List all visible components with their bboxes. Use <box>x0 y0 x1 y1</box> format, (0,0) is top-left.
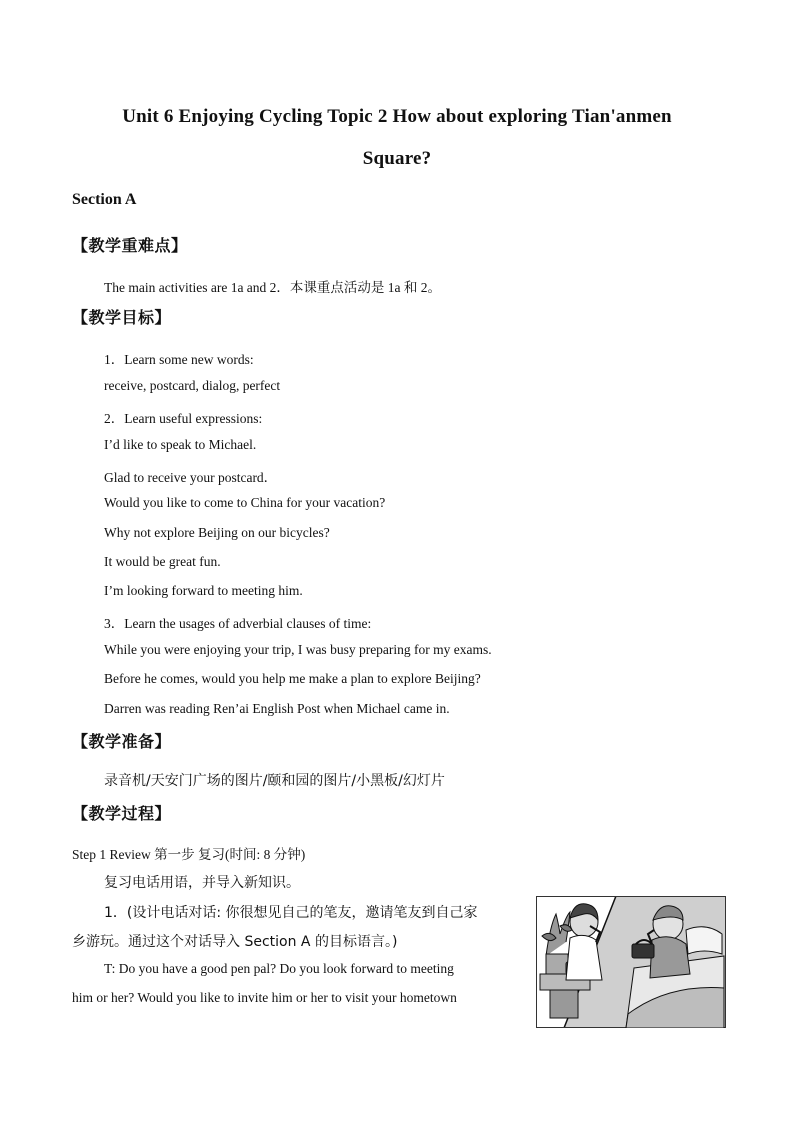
goal-line: I’d like to speak to Michael. <box>104 437 257 452</box>
goal-line: receive, postcard, dialog, perfect <box>104 378 281 393</box>
goal-line: Glad to receive your postcard． <box>104 470 278 485</box>
teacher-line-2: him or her? Would you like to invite him or her to visit your hometown <box>72 990 457 1005</box>
preparation-text: 录音机/天安门广场的图片/颐和园的图片/小黑板/幻灯片 <box>104 773 445 789</box>
heading-preparation: 【教学准备】 <box>72 732 172 751</box>
heading-difficulty: 【教学重难点】 <box>72 236 188 255</box>
goal-line: Why not explore Beijing on our bicycles? <box>104 525 330 540</box>
phone-call-cartoon-icon <box>536 896 726 1028</box>
goal-line: 1．Learn some new words: <box>104 352 254 367</box>
section-label: Section A <box>72 191 137 208</box>
step-1-label: Step 1 Review 第一步 复习(时间: 8 分钟) <box>72 847 306 862</box>
goal-line: 3．Learn the usages of adverbial clauses of time: <box>104 616 372 631</box>
teacher-line-1: T: Do you have a good pen pal? Do you look forward to meeting <box>104 961 454 976</box>
heading-goals: 【教学目标】 <box>72 308 172 327</box>
goal-line: While you were enjoying your trip, I was busy preparing for my exams. <box>104 642 492 657</box>
item-1-line-a: 1．(设计电话对话: 你很想见自己的笔友，邀请笔友到自己家 <box>104 905 478 921</box>
title-line-2: Square? <box>362 148 432 169</box>
difficulty-text: The main activities are 1a and 2．本课重点活动是 1a 和 2。 <box>104 280 442 295</box>
goal-line: Before he comes, would you help me make a plan to explore Beijing? <box>104 671 481 686</box>
review-text: 复习电话用语，并导入新知识。 <box>104 875 300 891</box>
item-1-line-b: 乡游玩。通过这个对话导入 Section A 的目标语言。) <box>72 934 398 950</box>
title-line-1: Unit 6 Enjoying Cycling Topic 2 How about exploring Tian'anmen <box>122 106 672 127</box>
goal-line: I’m looking forward to meeting him. <box>104 583 303 598</box>
heading-process: 【教学过程】 <box>72 804 172 823</box>
goal-line: Would you like to come to China for your vacation? <box>104 495 386 510</box>
goal-line: 2．Learn useful expressions: <box>104 411 263 426</box>
goal-line: Darren was reading Ren’ai English Post when Michael came in. <box>104 701 450 716</box>
goal-line: It would be great fun. <box>104 554 221 569</box>
